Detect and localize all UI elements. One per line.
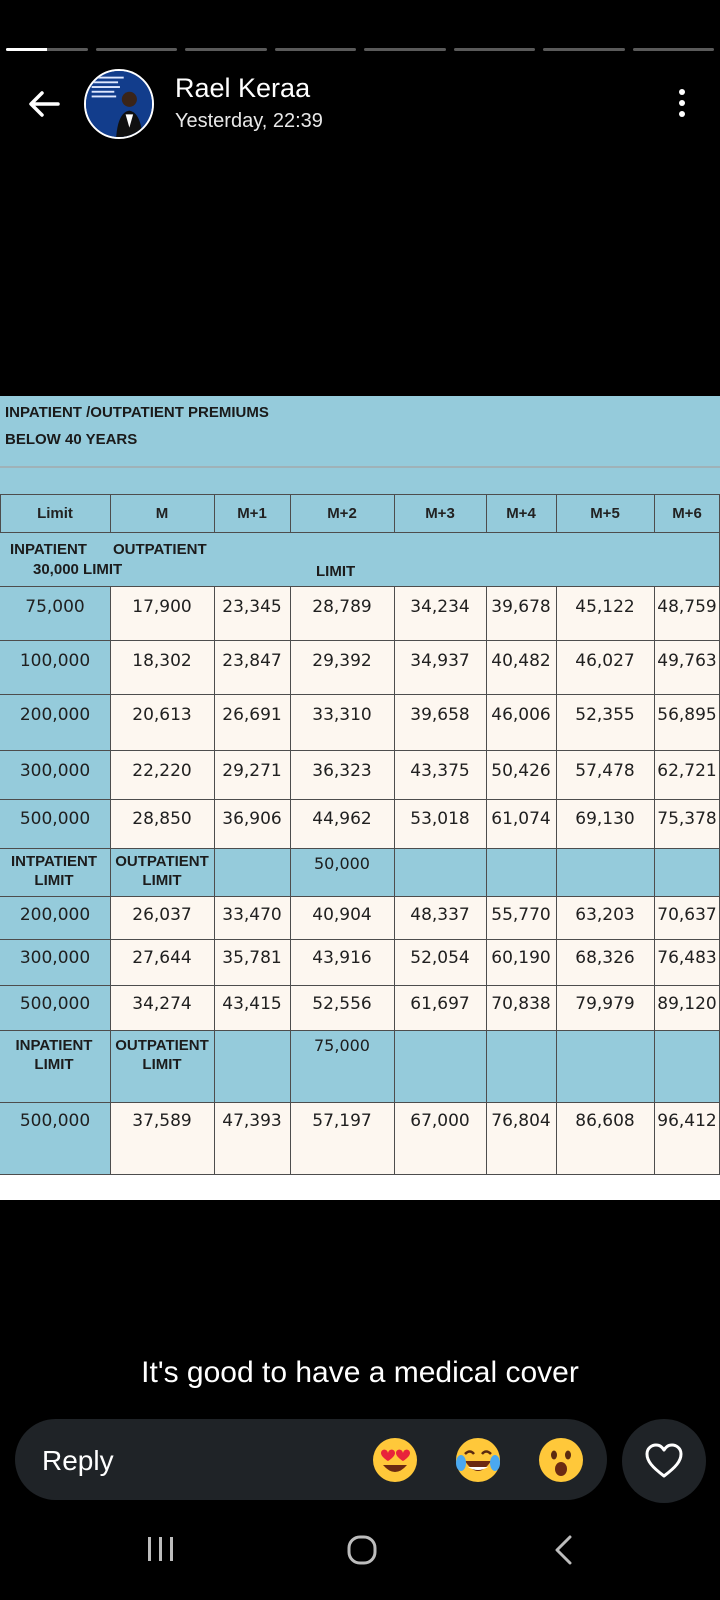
column-header: M+5 bbox=[590, 504, 620, 522]
premium-cell: 60,190 bbox=[491, 948, 551, 968]
avatar[interactable] bbox=[84, 69, 154, 139]
document-title: INPATIENT /OUTPATIENT PREMIUMS bbox=[5, 404, 269, 421]
section2-label-outpatient: OUTPATIENT LIMIT bbox=[115, 853, 209, 889]
premium-cell: 53,018 bbox=[410, 809, 470, 829]
premium-cell: 23,345 bbox=[222, 597, 282, 617]
premium-cell: 68,326 bbox=[575, 948, 635, 968]
home-icon bbox=[346, 1535, 378, 1565]
system-back-button[interactable] bbox=[553, 1535, 575, 1570]
like-button[interactable] bbox=[622, 1419, 706, 1503]
story-progress-segment bbox=[633, 48, 715, 51]
premium-cell: 36,906 bbox=[222, 809, 282, 829]
limit-cell: 200,000 bbox=[19, 705, 91, 725]
heart-eyes-emoji-icon[interactable] bbox=[372, 1437, 418, 1483]
section2-outpatient-value: 50,000 bbox=[314, 854, 370, 873]
column-header: Limit bbox=[37, 504, 73, 522]
story-progress-segment bbox=[364, 48, 446, 51]
premium-cell: 48,759 bbox=[657, 597, 717, 617]
premium-cell: 39,658 bbox=[410, 705, 470, 725]
section1-label-inpatient: INPATIENT bbox=[10, 541, 87, 558]
premium-cell: 61,697 bbox=[410, 994, 470, 1014]
arrow-left-icon bbox=[24, 84, 64, 124]
premium-cell: 29,271 bbox=[222, 761, 282, 781]
premium-cell: 40,482 bbox=[491, 651, 551, 671]
story-progress bbox=[6, 48, 714, 51]
column-header: M+1 bbox=[237, 504, 267, 522]
premium-cell: 39,678 bbox=[491, 597, 551, 617]
premium-cell: 46,027 bbox=[575, 651, 635, 671]
limit-cell: 200,000 bbox=[19, 905, 91, 925]
premium-cell: 46,006 bbox=[491, 705, 551, 725]
premium-cell: 70,637 bbox=[657, 905, 717, 925]
column-header: M bbox=[155, 504, 169, 522]
premium-cell: 61,074 bbox=[491, 809, 551, 829]
premium-cell: 27,644 bbox=[132, 948, 192, 968]
recent-apps-icon bbox=[146, 1535, 176, 1563]
premium-cell: 36,323 bbox=[312, 761, 372, 781]
section1-label-limit: 30,000 LIMIT bbox=[33, 561, 123, 578]
section2-label-inpatient: INTPATIENT LIMIT bbox=[10, 853, 98, 889]
premium-cell: 67,000 bbox=[410, 1111, 470, 1131]
premium-cell: 28,789 bbox=[312, 597, 372, 617]
premium-cell: 86,608 bbox=[575, 1111, 635, 1131]
premium-cell: 57,197 bbox=[312, 1111, 372, 1131]
premium-cell: 43,916 bbox=[312, 948, 372, 968]
premium-cell: 76,804 bbox=[491, 1111, 551, 1131]
premium-cell: 35,781 bbox=[222, 948, 282, 968]
recent-apps-button[interactable] bbox=[146, 1535, 176, 1568]
premium-cell: 75,378 bbox=[657, 809, 717, 829]
section3-label-outpatient: OUTPATIENT LIMIT bbox=[115, 1037, 209, 1073]
premium-cell: 43,415 bbox=[222, 994, 282, 1014]
premium-cell: 76,483 bbox=[657, 948, 717, 968]
premium-cell: 69,130 bbox=[575, 809, 635, 829]
story-progress-segment bbox=[275, 48, 357, 51]
column-header: M+6 bbox=[672, 504, 702, 522]
premium-cell: 29,392 bbox=[312, 651, 372, 671]
document-spacer bbox=[0, 468, 720, 494]
section1-label-outpatient-limit: LIMIT bbox=[316, 563, 356, 580]
premium-cell: 26,037 bbox=[132, 905, 192, 925]
premium-cell: 49,763 bbox=[657, 651, 717, 671]
story-image bbox=[0, 396, 720, 1200]
premium-cell: 62,721 bbox=[657, 761, 717, 781]
premium-cell: 20,613 bbox=[132, 705, 192, 725]
limit-cell: 300,000 bbox=[19, 761, 91, 781]
premium-cell: 18,302 bbox=[132, 651, 192, 671]
premium-cell: 37,589 bbox=[132, 1111, 192, 1131]
poster-name[interactable]: Rael Keraa bbox=[175, 73, 311, 103]
surprised-emoji-icon[interactable] bbox=[538, 1437, 584, 1483]
premium-cell: 40,904 bbox=[312, 905, 372, 925]
premium-cell: 52,355 bbox=[575, 705, 635, 725]
premium-cell: 43,375 bbox=[410, 761, 470, 781]
premium-cell: 55,770 bbox=[491, 905, 551, 925]
more-vertical-icon bbox=[668, 89, 696, 117]
reply-bar[interactable] bbox=[15, 1419, 607, 1500]
limit-cell: 300,000 bbox=[19, 948, 91, 968]
document-subtitle: BELOW 40 YEARS bbox=[5, 431, 138, 448]
back-button[interactable] bbox=[24, 84, 64, 124]
premium-cell: 17,900 bbox=[132, 597, 192, 617]
premium-cell: 70,838 bbox=[491, 994, 551, 1014]
premium-table bbox=[0, 494, 720, 1184]
premium-cell: 34,274 bbox=[132, 994, 192, 1014]
story-caption: It's good to have a medical cover bbox=[141, 1356, 579, 1389]
story-progress-segment bbox=[454, 48, 536, 51]
premium-cell: 33,470 bbox=[222, 905, 282, 925]
premium-cell: 44,962 bbox=[312, 809, 372, 829]
premium-cell: 79,979 bbox=[575, 994, 635, 1014]
premium-cell: 33,310 bbox=[312, 705, 372, 725]
section3-label-inpatient: INPATIENT LIMIT bbox=[15, 1037, 93, 1073]
premium-cell: 56,895 bbox=[657, 705, 717, 725]
limit-cell: 100,000 bbox=[19, 651, 91, 671]
column-header: M+4 bbox=[506, 504, 536, 522]
limit-cell: 75,000 bbox=[25, 597, 85, 617]
story-progress-segment bbox=[185, 48, 267, 51]
tears-of-joy-emoji-icon[interactable] bbox=[455, 1437, 501, 1483]
posted-time: Yesterday, 22:39 bbox=[175, 110, 323, 132]
more-options-button[interactable] bbox=[668, 86, 696, 122]
story-progress-segment bbox=[6, 48, 88, 51]
premium-cell: 26,691 bbox=[222, 705, 282, 725]
premium-cell: 34,937 bbox=[410, 651, 470, 671]
premium-cell: 63,203 bbox=[575, 905, 635, 925]
premium-cell: 22,220 bbox=[132, 761, 192, 781]
heart-outline-icon bbox=[644, 1442, 684, 1480]
limit-cell: 500,000 bbox=[19, 994, 91, 1014]
premium-cell: 48,337 bbox=[410, 905, 470, 925]
premium-cell: 96,412 bbox=[657, 1111, 717, 1131]
home-button[interactable] bbox=[346, 1535, 378, 1570]
back-chevron-icon bbox=[553, 1535, 575, 1565]
premium-cell: 34,234 bbox=[410, 597, 470, 617]
column-header: M+2 bbox=[327, 504, 357, 522]
limit-cell: 500,000 bbox=[19, 1111, 91, 1131]
section1-label-outpatient: OUTPATIENT bbox=[113, 541, 207, 558]
limit-cell: 500,000 bbox=[19, 809, 91, 829]
premium-cell: 45,122 bbox=[575, 597, 635, 617]
premium-cell: 50,426 bbox=[491, 761, 551, 781]
document-header bbox=[0, 396, 720, 468]
premium-cell: 28,850 bbox=[132, 809, 192, 829]
column-header: M+3 bbox=[425, 504, 455, 522]
premium-cell: 89,120 bbox=[657, 994, 717, 1014]
story-progress-segment bbox=[543, 48, 625, 51]
premium-cell: 52,054 bbox=[410, 948, 470, 968]
premium-cell: 23,847 bbox=[222, 651, 282, 671]
reply-input[interactable]: Reply bbox=[42, 1445, 114, 1476]
premium-cell: 52,556 bbox=[312, 994, 372, 1014]
premium-cell: 47,393 bbox=[222, 1111, 282, 1131]
premium-cell: 57,478 bbox=[575, 761, 635, 781]
section3-outpatient-value: 75,000 bbox=[314, 1036, 370, 1055]
story-progress-segment bbox=[96, 48, 178, 51]
